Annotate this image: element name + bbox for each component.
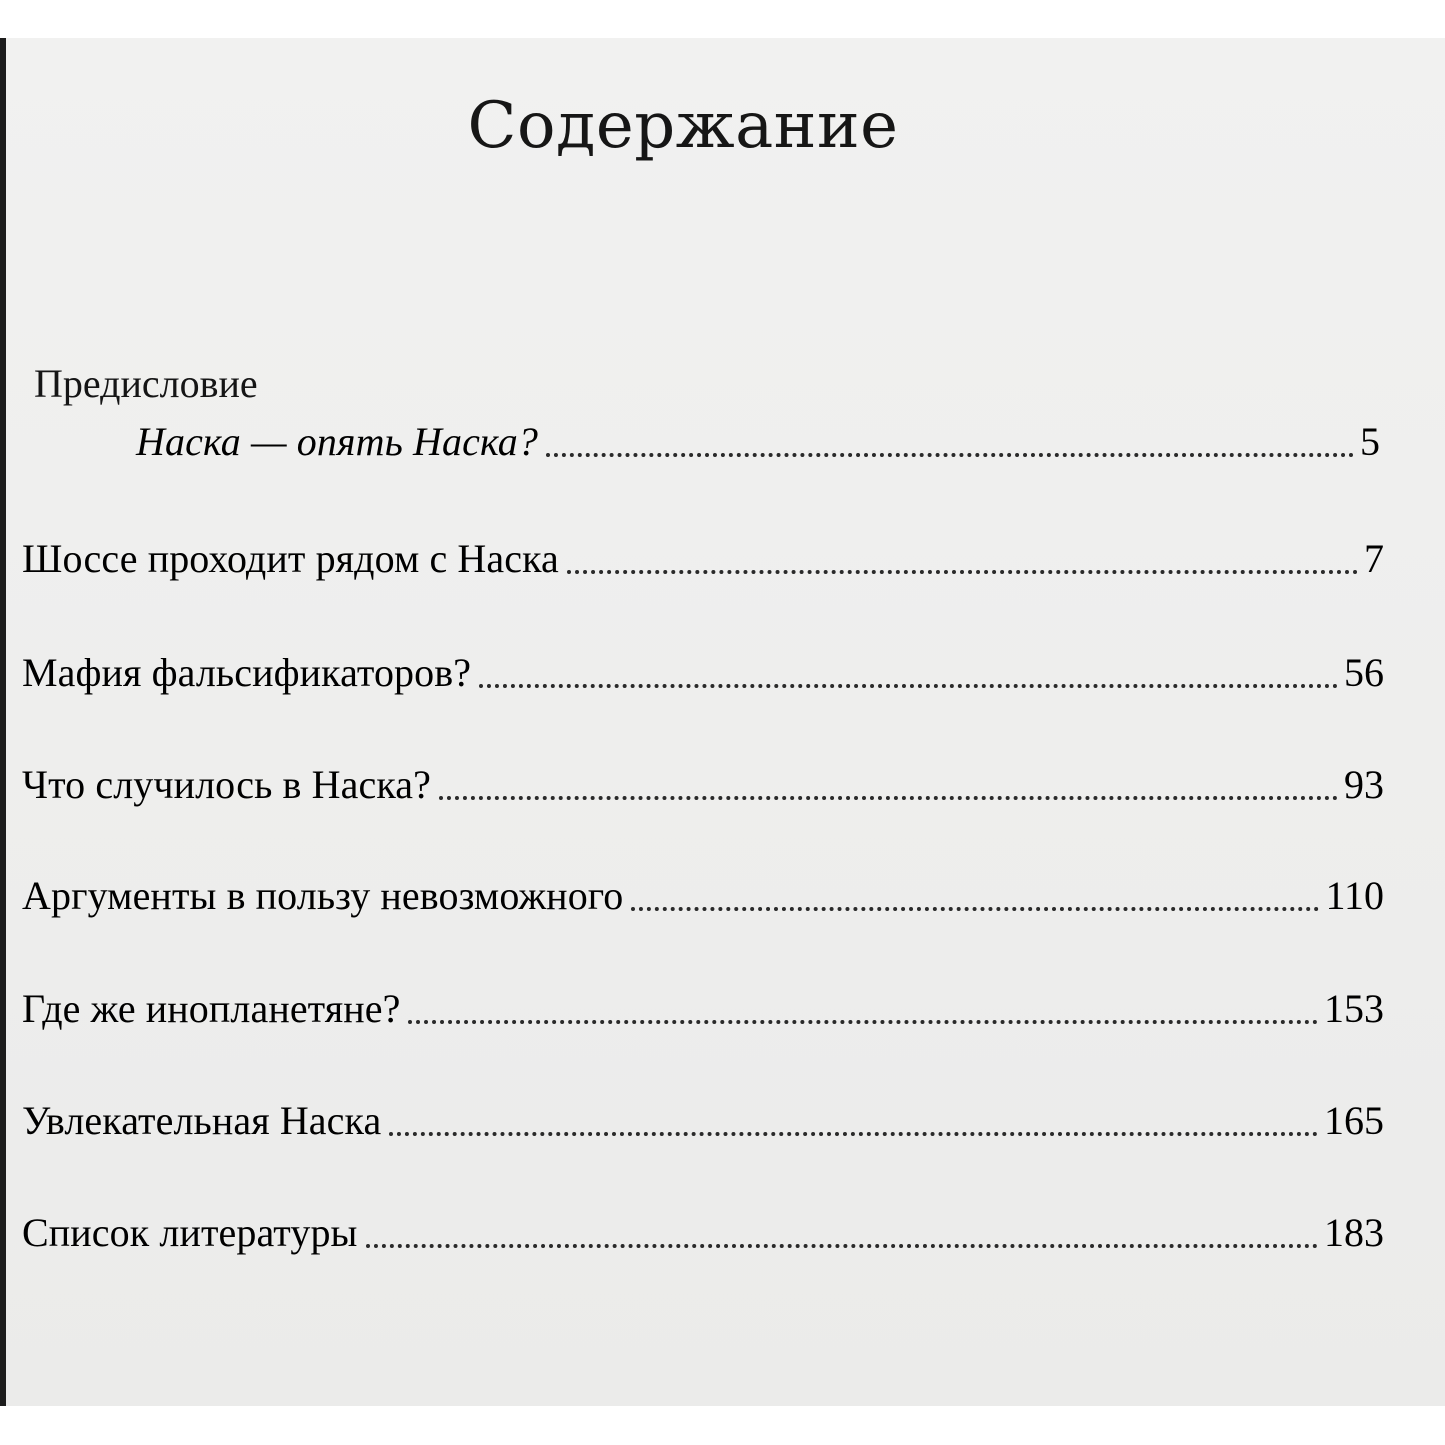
preface-heading: Предисловие bbox=[34, 361, 258, 406]
toc-entry bbox=[22, 860, 1384, 920]
toc-leader-dots bbox=[366, 1244, 1318, 1248]
toc-entry-page: 5 bbox=[1360, 419, 1380, 464]
toc-entry bbox=[22, 973, 1384, 1033]
toc-entry-title: Увлекательная Наска bbox=[22, 1098, 382, 1143]
toc-entry bbox=[22, 637, 1384, 697]
toc-entry-title: Что случилось в Наска? bbox=[22, 762, 431, 807]
toc-entry-title: Аргументы в пользу невозможного bbox=[22, 873, 624, 918]
toc-entry-page: 110 bbox=[1325, 873, 1384, 918]
toc-entry bbox=[22, 523, 1384, 583]
toc-leader-dots bbox=[546, 453, 1354, 457]
toc-entry bbox=[22, 749, 1384, 809]
toc-leader-dots bbox=[567, 570, 1358, 574]
toc-entry bbox=[22, 1085, 1384, 1145]
toc-entry-title: Список литературы bbox=[22, 1210, 358, 1255]
toc-entry-page: 153 bbox=[1324, 986, 1384, 1031]
toc-entry-title: Шоссе проходит рядом с Наска bbox=[22, 536, 559, 581]
toc-entry bbox=[22, 1197, 1384, 1257]
toc-entry-page: 165 bbox=[1324, 1098, 1384, 1143]
toc-leader-dots bbox=[408, 1020, 1318, 1024]
toc-leader-dots bbox=[439, 796, 1338, 800]
toc-entry-title: Мафия фальсификаторов? bbox=[22, 650, 472, 695]
toc-entry-page: 183 bbox=[1324, 1210, 1384, 1255]
toc-entry-title: Наска — опять Наска? bbox=[136, 419, 538, 464]
toc-leader-dots bbox=[479, 684, 1338, 688]
toc-entry-page: 56 bbox=[1344, 650, 1384, 695]
page-title: Содержание bbox=[467, 89, 899, 163]
toc-entry bbox=[136, 406, 1380, 466]
toc-entry-page: 93 bbox=[1344, 762, 1384, 807]
toc-entry-title: Где же инопланетяне? bbox=[22, 986, 401, 1031]
toc-entry-page: 7 bbox=[1364, 536, 1384, 581]
toc-leader-dots bbox=[389, 1132, 1318, 1136]
toc-leader-dots bbox=[631, 907, 1319, 911]
